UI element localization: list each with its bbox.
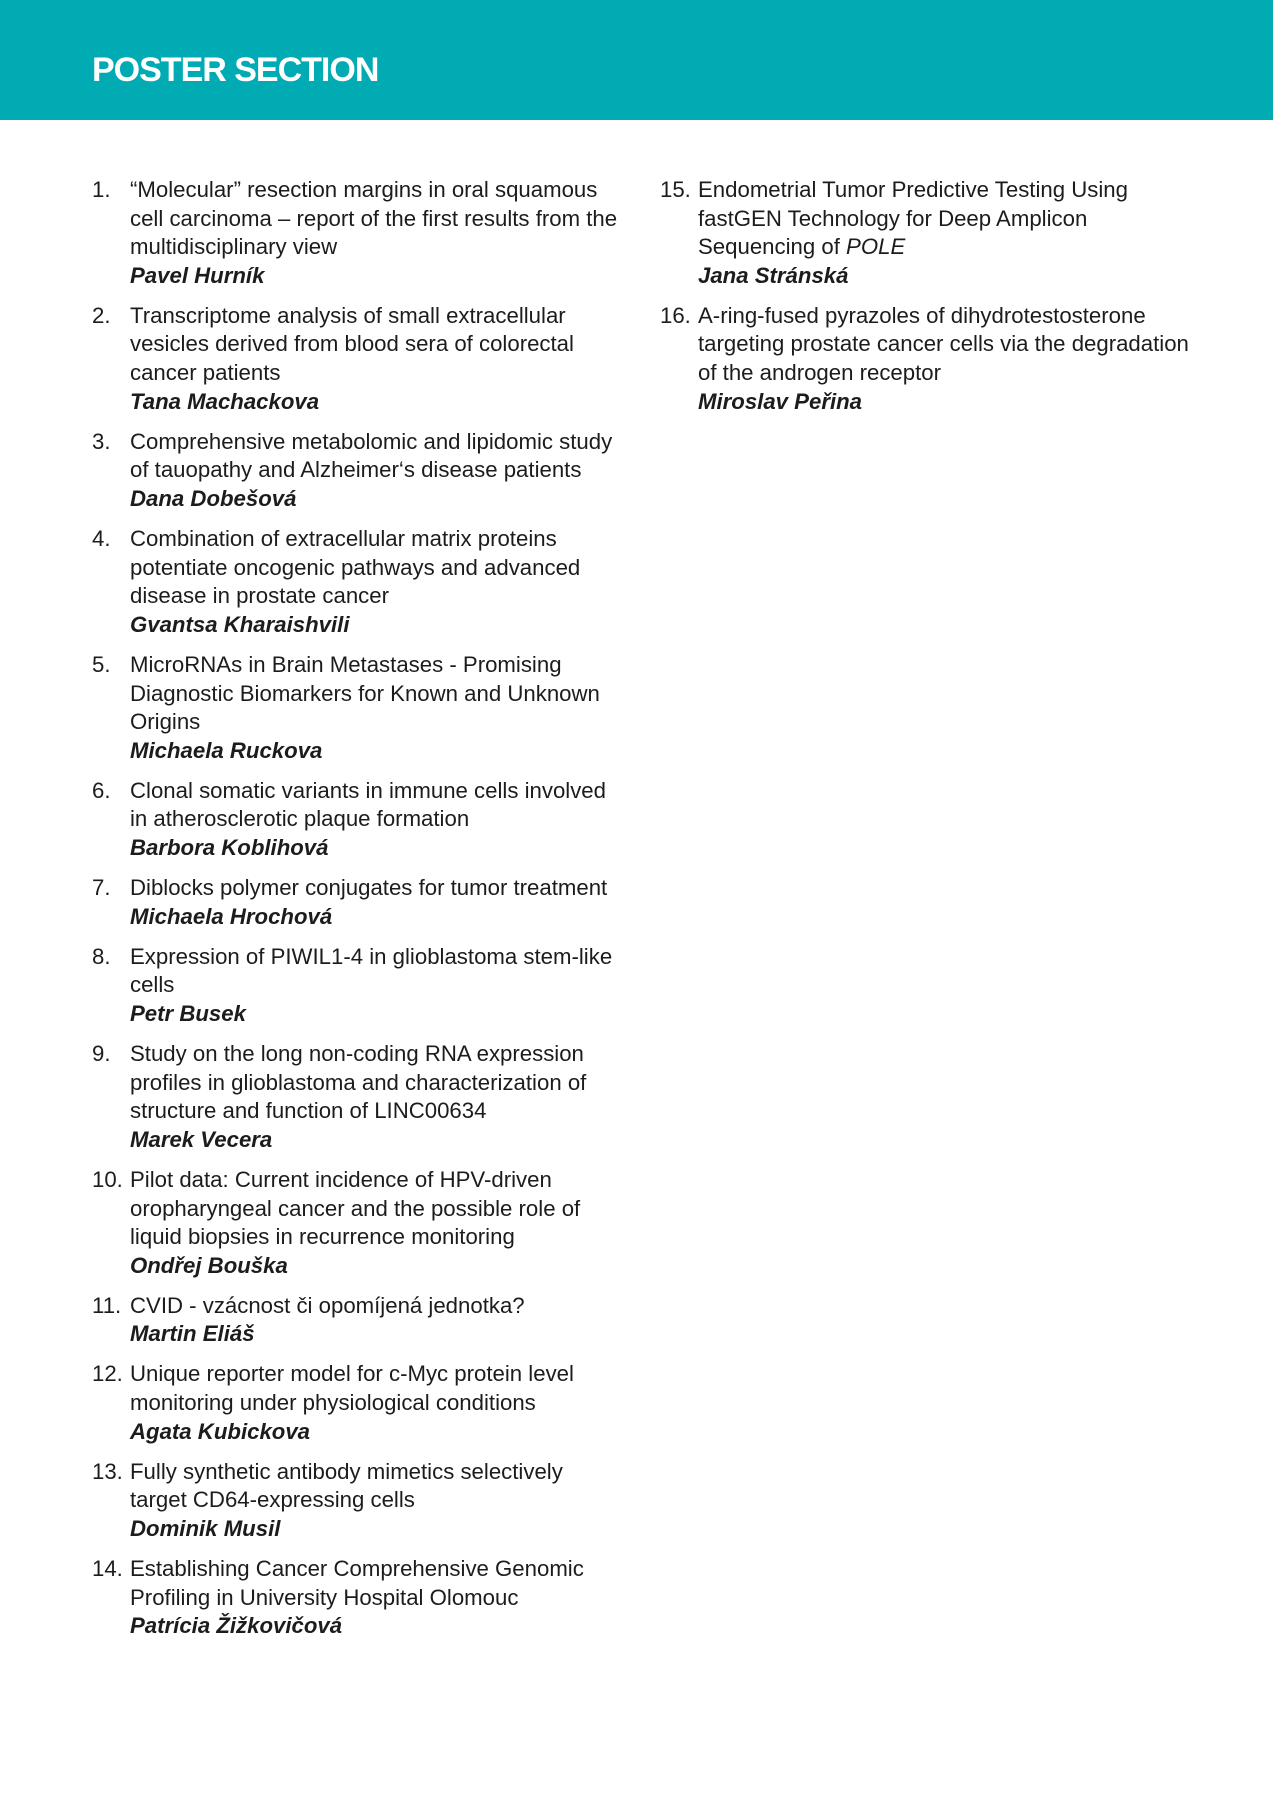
poster-number: 6. (92, 777, 111, 803)
poster-number: 12. (92, 1361, 123, 1387)
poster-title: Expression of PIWIL1-4 in glioblastoma stem-like cells (130, 943, 613, 998)
poster-author: Dana Dobešová (130, 485, 297, 511)
poster-author: Barbora Koblihová (130, 834, 329, 860)
poster-title: Comprehensive metabolomic and lipidomic study of tauopathy and Alzheimer‘s disease patients (130, 428, 613, 483)
poster-author: Petr Busek (130, 1000, 246, 1026)
poster-title: Clonal somatic variants in immune cells involved in atherosclerotic plaque formation (130, 777, 606, 832)
poster-title-text: Endometrial Tumor Predictive Testing Using fastGEN Technology for Deep Amplicon Sequencing of (698, 177, 1128, 260)
poster-item (92, 1166, 622, 1280)
poster-author: Michaela Ruckova (130, 737, 323, 763)
poster-title: Fully synthetic antibody mimetics selectively target CD64-expressing cells (130, 1458, 563, 1513)
poster-number: 14. (92, 1556, 123, 1582)
poster-item (92, 176, 622, 290)
poster-number: 8. (92, 943, 111, 969)
poster-title: Establishing Cancer Comprehensive Genomic Profiling in University Hospital Olomouc (130, 1556, 584, 1610)
poster-author: Martin Eliáš (130, 1321, 255, 1347)
poster-item (92, 874, 622, 931)
poster-number: 10. (92, 1166, 123, 1192)
poster-item (92, 1458, 622, 1544)
poster-list-right (660, 176, 1200, 428)
poster-author: Agata Kubickova (130, 1418, 311, 1444)
poster-item (92, 943, 622, 1029)
poster-title: Unique reporter model for c-Myc protein level monitoring under physiological conditions (130, 1361, 574, 1416)
poster-number: 5. (92, 651, 111, 677)
poster-number: 11. (92, 1292, 122, 1318)
poster-title: Transcriptome analysis of small extracellular vesicles derived from blood sera of colorectal cancer patients (130, 302, 574, 386)
poster-title: CVID - vzácnost či opomíjená jednotka? (130, 1292, 525, 1318)
poster-number: 2. (92, 302, 111, 328)
poster-author: Marek Vecera (130, 1126, 273, 1152)
poster-author: Dominik Musil (130, 1515, 281, 1541)
poster-title: Diblocks polymer conjugates for tumor treatment (130, 875, 608, 901)
poster-number: 16. (660, 302, 691, 328)
poster-author: Patrícia Žižkovičová (130, 1613, 343, 1639)
poster-number: 9. (92, 1041, 111, 1067)
header-band (0, 0, 1273, 120)
poster-title: MicroRNAs in Brain Metastases - Promising Diagnostic Biomarkers for Known and Unknown Origins (130, 651, 600, 735)
poster-number: 15. (660, 177, 691, 202)
poster-item (92, 651, 622, 765)
poster-author: Ondřej Bouška (130, 1252, 288, 1278)
poster-item (92, 428, 622, 514)
poster-title: Combination of extracellular matrix proteins potentiate oncogenic pathways and advanced disease in prostate cancer (130, 526, 581, 609)
poster-author: Gvantsa Kharaishvili (130, 611, 350, 637)
poster-title (698, 176, 1200, 262)
poster-title: A-ring-fused pyrazoles of dihydrotestosterone targeting prostate cancer cells via the degradation of the androgen receptor (698, 302, 1189, 386)
poster-author: Jana Stránská (698, 262, 849, 288)
poster-item (92, 777, 622, 863)
poster-number: 7. (92, 875, 111, 901)
poster-title: “Molecular” resection margins in oral squamous cell carcinoma – report of the first results from the multidisciplinary view (130, 177, 618, 260)
poster-item (92, 1555, 622, 1641)
poster-title: Pilot data: Current incidence of HPV-driven oropharyngeal cancer and the possible role of liquid biopsies in recurrence monitoring (130, 1166, 581, 1250)
poster-item (660, 302, 1200, 416)
poster-author: Michaela Hrochová (130, 903, 333, 929)
poster-item (660, 176, 1200, 290)
poster-number: 3. (92, 428, 111, 454)
poster-author: Tana Machackova (130, 388, 320, 414)
poster-title-gene: POLE (846, 234, 906, 260)
poster-item (92, 1360, 622, 1446)
poster-item (92, 302, 622, 416)
section-title: POSTER SECTION (92, 51, 379, 89)
poster-author: Miroslav Peřina (698, 388, 863, 414)
poster-number: 13. (92, 1458, 123, 1484)
poster-list-left (92, 176, 622, 1652)
poster-item (92, 1292, 622, 1349)
poster-number: 4. (92, 526, 111, 552)
poster-item (92, 1040, 622, 1154)
poster-author: Pavel Hurník (130, 262, 265, 288)
poster-number: 1. (92, 177, 111, 202)
poster-item (92, 525, 622, 639)
poster-title: Study on the long non-coding RNA expression profiles in glioblastoma and characterization of structure and function of LINC00634 (130, 1041, 587, 1124)
